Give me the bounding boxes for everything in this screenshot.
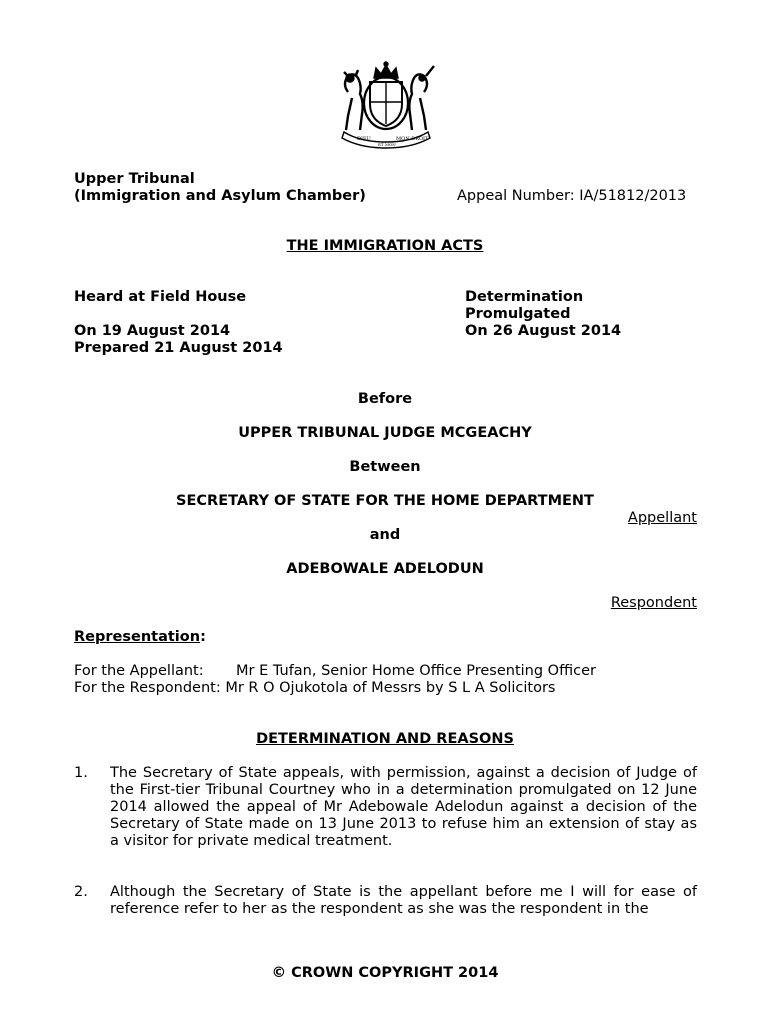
determination-label-2: Promulgated: [465, 306, 571, 322]
tribunal-chamber: (Immigration and Asylum Chamber): [74, 188, 366, 204]
document-title: THE IMMIGRATION ACTS: [286, 238, 484, 254]
respondent-role: Respondent: [610, 595, 697, 611]
motto-bottom-text: ET MON: [378, 142, 396, 147]
heard-at: Heard at Field House: [74, 289, 247, 305]
determination-label-1: Determination: [465, 289, 584, 305]
paragraph-1-text: The Secretary of State appeals, with permission, against a decision of Judge of the First-tier Tribunal Courtney who in a determination promulgated on 12 June 2014 allowed the appeal of Mr Adebowale Adelodun against a decision of the Secretary of State made on 13 June 2013 to refuse him an extension of stay as a visitor for private medical treatment.: [110, 765, 697, 849]
paragraph-1-number: 1.: [74, 765, 88, 781]
motto-right-text: MON DROIT: [396, 136, 429, 142]
appellant-representative: [74, 663, 596, 680]
appellant-rep-label: For the Appellant:: [74, 663, 204, 679]
between-label: Between: [349, 459, 421, 475]
hearing-date: On 19 August 2014: [74, 323, 231, 339]
tribunal-name: Upper Tribunal: [74, 171, 195, 187]
and-label: and: [369, 527, 401, 543]
respondent-name: ADEBOWALE ADELODUN: [286, 561, 484, 577]
before-label: Before: [357, 391, 413, 407]
representation-heading-text: Representation: [74, 629, 201, 645]
appellant-rep-value: Mr E Tufan, Senior Home Office Presenting Officer: [236, 663, 596, 679]
motto-left-text: DIEU: [357, 136, 371, 142]
copyright-footer: © CROWN COPYRIGHT 2014: [271, 965, 499, 981]
appellant-role: Appellant: [627, 510, 697, 526]
section-heading: DETERMINATION AND REASONS: [256, 731, 514, 747]
respondent-rep-label: For the Respondent:: [74, 680, 221, 696]
royal-coat-of-arms-icon: [330, 58, 442, 150]
appeal-number: Appeal Number: IA/51812/2013: [457, 188, 687, 204]
prepared-date: Prepared 21 August 2014: [74, 340, 283, 356]
determination-date: On 26 August 2014: [465, 323, 622, 339]
respondent-representative: [74, 680, 555, 697]
representation-colon: :: [200, 629, 206, 645]
paragraph-2-number: 2.: [74, 884, 88, 900]
representation-heading: [74, 629, 206, 646]
paragraph-2-text: Although the Secretary of State is the appellant before me I will for ease of reference refer to her as the respondent as she was the respondent in the: [110, 884, 697, 917]
judge-name: UPPER TRIBUNAL JUDGE MCGEACHY: [238, 425, 532, 441]
appellant-name: SECRETARY OF STATE FOR THE HOME DEPARTMENT: [176, 493, 594, 509]
respondent-rep-value: Mr R O Ojukotola of Messrs by S L A Solicitors: [225, 680, 556, 696]
